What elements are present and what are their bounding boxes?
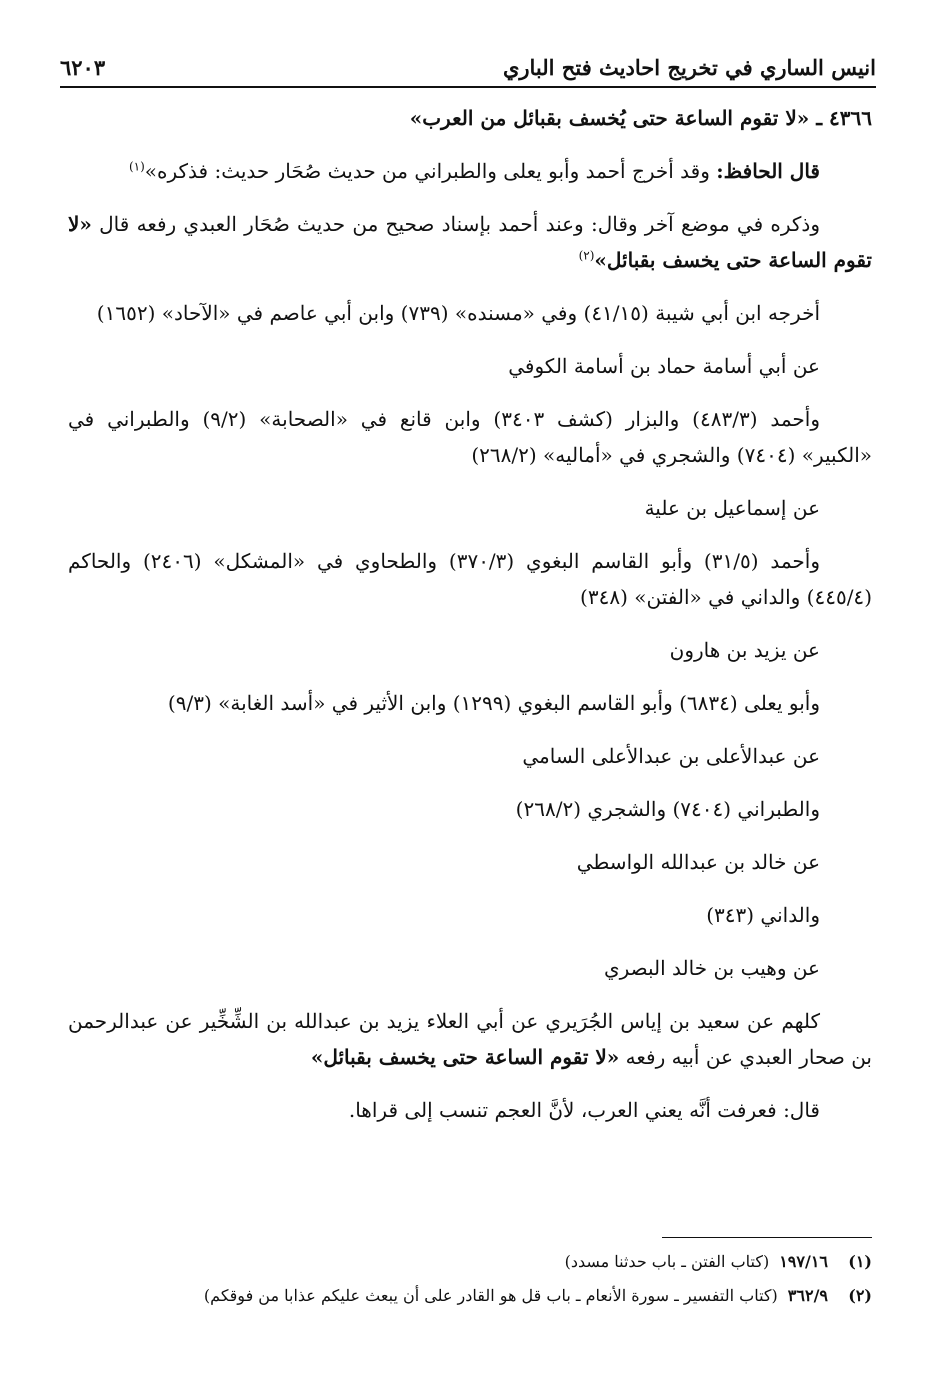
paragraph-text: وأحمد (٤٨٣/٣) والبزار (كشف ٣٤٠٣) وابن قانع في «الصحابة» (٩/٢) والطبراني في «الكبير» (٧٤٠٤) والشجري في «أماليه» (٢٦٨/٢) [68, 407, 872, 467]
body-text [68, 100, 872, 1145]
footnote-rule [662, 1237, 872, 1238]
paragraph-comment [68, 1092, 872, 1128]
footnote-number: (١) [848, 1252, 872, 1271]
paragraph-text: كلهم عن سعيد بن إياس الجُرَيري عن أبي العلاء يزيد بن عبدالله بن الشِّخِّير عن عبدالرحمن بن صحار العبدي عن أبيه رفعه [68, 1009, 872, 1069]
narrator-line [68, 950, 872, 986]
footnote-number: (٢) [848, 1286, 872, 1305]
paragraph-takhrij-5 [68, 791, 872, 827]
paragraph-text: وذكره في موضع آخر وقال: وعند أحمد بإسناد صحيح من حديث صُحَار العبدي رفعه قال [91, 212, 820, 236]
narrator-text: عن وهيب بن خالد البصري [603, 956, 820, 980]
paragraph-takhrij-4 [68, 685, 872, 721]
narrator-line [68, 348, 872, 384]
paragraph-text: والداني (٣٤٣) [706, 903, 820, 927]
footnote-text: (كتاب الفتن ـ باب حدثنا مسدد) [564, 1252, 770, 1271]
hadith-quote: «لا تقوم الساعة حتى يخسف بقبائل» [68, 212, 872, 272]
footnotes [66, 1245, 872, 1313]
entry-number: ٤٣٦٦ [829, 106, 872, 130]
narrator-line [68, 844, 872, 880]
narrator-text: عن خالد بن عبدالله الواسطي [576, 850, 820, 874]
paragraph-takhrij-3 [68, 543, 872, 615]
paragraph-takhrij-1 [68, 295, 872, 331]
footnote-1 [66, 1245, 872, 1279]
narrator-line [68, 738, 872, 774]
footnote-reference: ١٩٧/١٦ [779, 1252, 828, 1271]
footnote-ref-1[interactable]: (١) [128, 159, 145, 174]
header-rule [60, 86, 876, 88]
narrator-text: عن إسماعيل بن علية [644, 496, 820, 520]
paragraph-text: وأبو يعلى (٦٨٣٤) وأبو القاسم البغوي (١٢٩٩) وابن الأثير في «أسد الغابة» (٩/٣) [167, 691, 820, 715]
narrator-text: عن عبدالأعلى بن عبدالأعلى السامي [522, 744, 820, 768]
paragraph-takhrij-2 [68, 401, 872, 473]
paragraph-text: قال: فعرفت أنَّه يعني العرب، لأنَّ العجم تنسب إلى قراها. [348, 1098, 820, 1122]
paragraph-text: أخرجه ابن أبي شيبة (٤١/١٥) وفي «مسنده» (٧٣٩) وابن أبي عاصم في «الآحاد» (١٦٥٢) [96, 301, 820, 325]
entry-heading [68, 100, 872, 136]
narrator-text: عن يزيد بن هارون [669, 638, 820, 662]
entry-hadith: «لا تقوم الساعة حتى يُخسف بقبائل من العرب» [409, 106, 810, 130]
narrator-text: عن أبي أسامة حماد بن أسامة الكوفي [508, 354, 820, 378]
footnote-ref-2[interactable]: (٢) [578, 248, 595, 263]
speaker-label: قال الحافظ: [716, 159, 820, 183]
entry-separator: ـ [816, 106, 823, 130]
narrator-line [68, 632, 872, 668]
footnote-reference: ٣٦٢/٩ [787, 1286, 828, 1305]
paragraph-text: والطبراني (٧٤٠٤) والشجري (٢٦٨/٢) [515, 797, 820, 821]
paragraph-hafiz [68, 153, 872, 189]
running-header [60, 40, 876, 80]
footnote-2 [66, 1279, 872, 1313]
hadith-quote: «لا تقوم الساعة حتى يخسف بقبائل» [310, 1045, 620, 1069]
page-number: ٦٢٠٣ [60, 55, 106, 80]
paragraph-text: وقد أخرج أحمد وأبو يعلى والطبراني من حديث صُحَار حديث: فذكره» [144, 159, 717, 183]
paragraph-takhrij-6 [68, 897, 872, 933]
narrator-line [68, 490, 872, 526]
paragraph-text: وأحمد (٣١/٥) وأبو القاسم البغوي (٣٧٠/٣) والطحاوي في «المشكل» (٢٤٠٦) والحاكم (٤٤٥/٤) والداني في «الفتن» (٣٤٨) [68, 549, 872, 609]
paragraph-second-mention [68, 206, 872, 278]
footnote-text: (كتاب التفسير ـ سورة الأنعام ـ باب قل هو القادر على أن يبعث عليكم عذابا من فوقكم) [203, 1286, 778, 1305]
paragraph-chain [68, 1003, 872, 1075]
book-title: انيس الساري في تخريج احاديث فتح الباري [502, 55, 876, 80]
